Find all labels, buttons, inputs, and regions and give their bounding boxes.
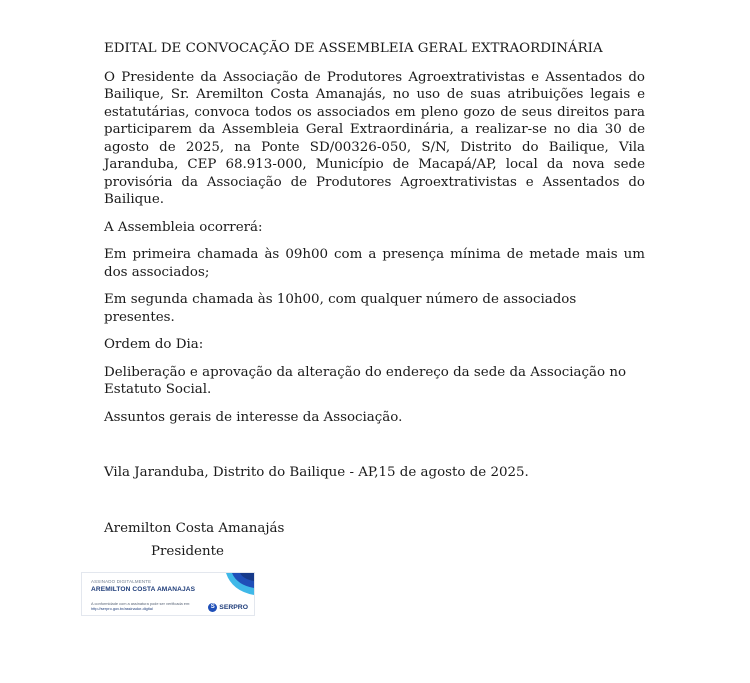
stamp-label: ASSINADO DIGITALMENTE (91, 579, 152, 584)
agenda-item-1: Deliberação e aprovação da alteração do endereço da sede da Associação no Estatuto Social. (104, 364, 627, 397)
stamp-signer-name: AREMILTON COSTA AMANAJAS (91, 586, 196, 593)
serpro-logo (208, 603, 248, 612)
agenda-item-2: Assuntos gerais de interesse da Associação. (104, 409, 403, 425)
serpro-logo-text: SERPRO (219, 604, 248, 611)
intro-paragraph: O Presidente da Associação de Produtores Agroextrativistas e Assentados do Bailique, Sr. Aremilton Costa Amanajás, no uso de suas atribuições legais e estatutárias, convoca todos os associados em pleno gozo de seus direitos para participarem da Assembleia Geral Extraordinária, a realizar-se no dia 30 de agosto de 2025, na Ponte SD/00326-050, S/N, Distrito do Bailique, Vila Jaranduba, CEP 68.913-000, Município de Macapá/AP, local da nova sede provisória da Associação de Produtores Agroextrativistas e Assentados do Bailique. (104, 69, 645, 207)
document-body (104, 40, 645, 561)
stamp-note (91, 601, 211, 611)
stamp-note-text: A conformidade com a assinatura pode ser verificada em: (91, 601, 191, 606)
document-title: EDITAL DE CONVOCAÇÃO DE ASSEMBLEIA GERAL EXTRAORDINÁRIA (104, 41, 603, 56)
first-call-paragraph: Em primeira chamada às 09h00 com a presença mínima de metade mais um dos associados; (104, 247, 645, 280)
second-call-paragraph: Em segunda chamada às 10h00, com qualquer número de associados presentes. (104, 292, 577, 325)
digital-signature-stamp (81, 572, 255, 616)
signer-role: Presidente (151, 544, 224, 559)
agenda-heading: Ordem do Dia: (104, 337, 204, 352)
assembly-heading: A Assembleia ocorrerá: (104, 219, 263, 235)
signer-name: Aremilton Costa Amanajás (104, 520, 285, 536)
place-date: Vila Jaranduba, Distrito do Bailique - AP,15 de agosto de 2025. (104, 465, 529, 480)
stamp-verify-link[interactable]: http://serpro.gov.br/assinador-digital (91, 606, 153, 611)
serpro-logo-icon: S (208, 603, 217, 612)
stamp-corner-graphic (218, 573, 254, 599)
